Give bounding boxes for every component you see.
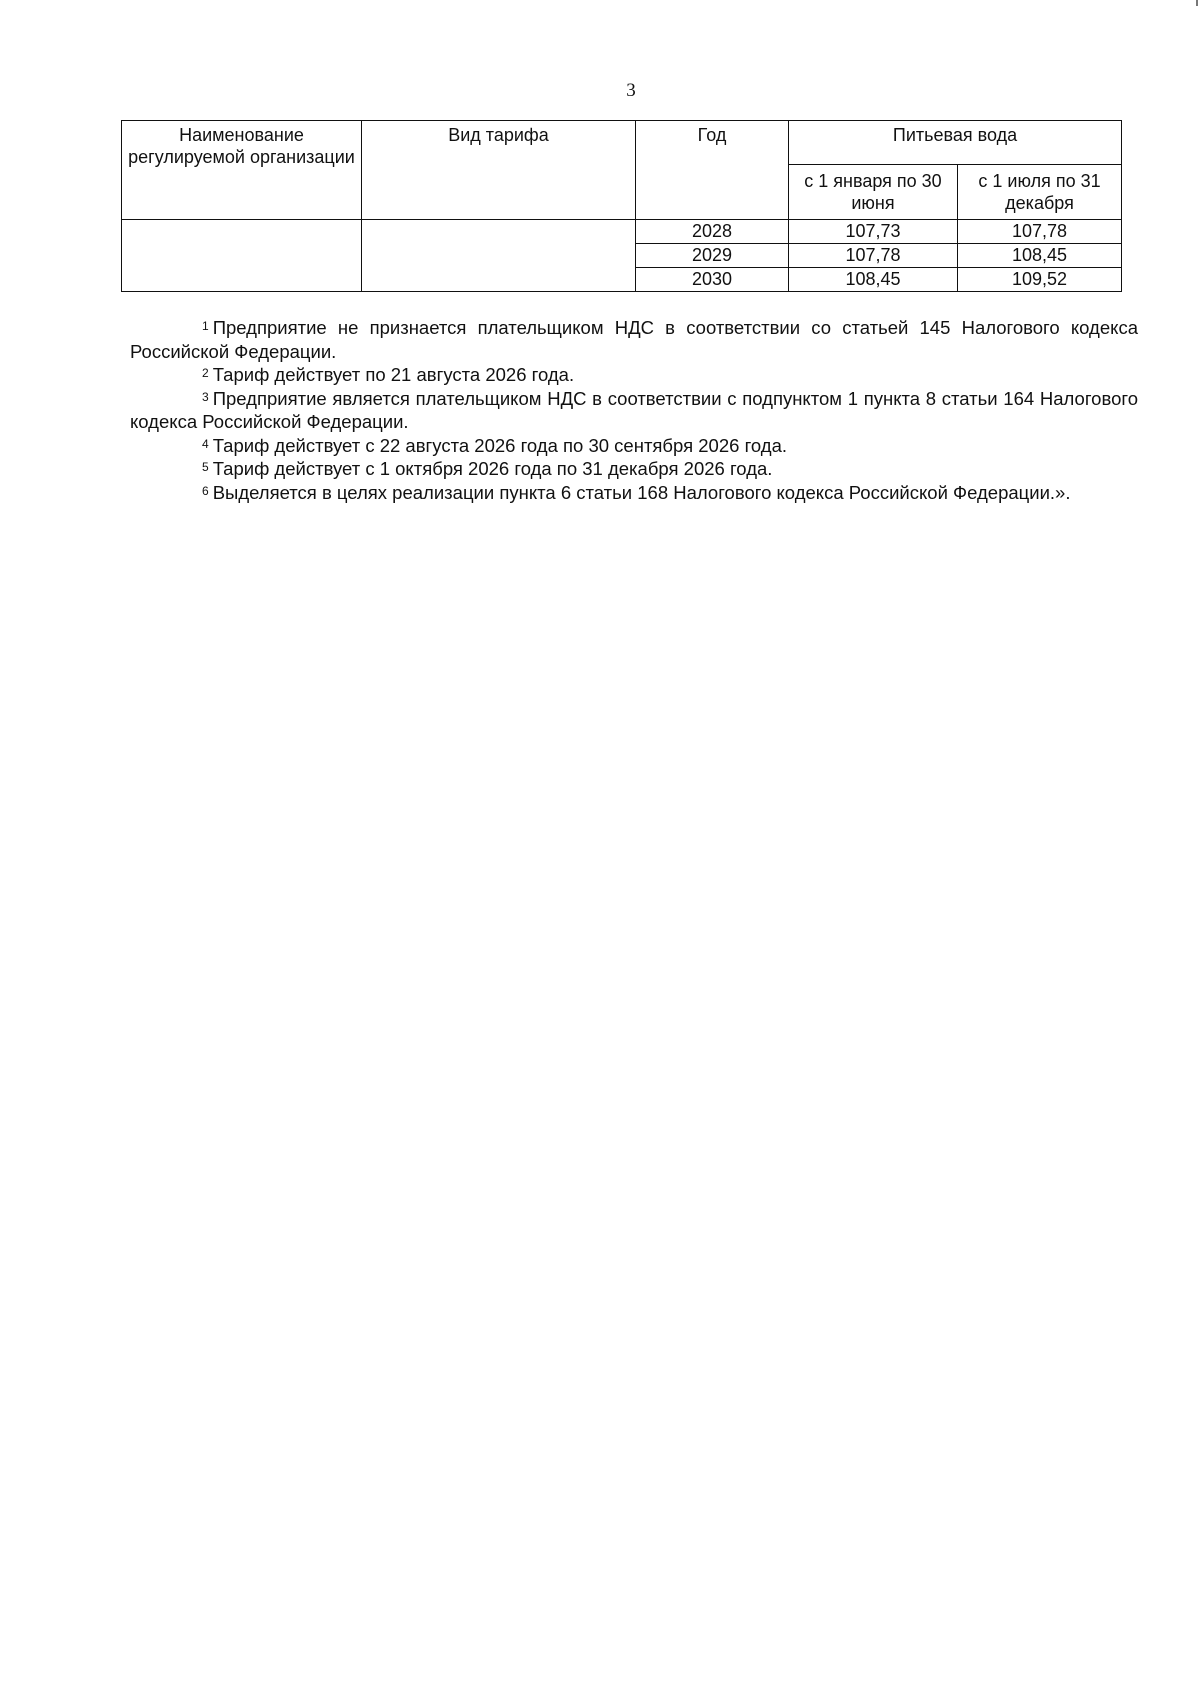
footnote-text: Предприятие не признается плательщиком НДС в соответствии со статьей 145 Налогового кодекса Российской Федерации. xyxy=(130,317,1138,362)
footnote xyxy=(130,363,1138,387)
page-number: 3 xyxy=(626,80,636,101)
footnote xyxy=(130,316,1138,363)
scan-mark xyxy=(1196,0,1198,6)
tariff-value-cell: 108,45 xyxy=(958,244,1122,268)
footnote-number: 6 xyxy=(202,483,209,498)
header-drinking-water: Питьевая вода xyxy=(789,121,1122,165)
year-cell: 2028 xyxy=(636,220,789,244)
footnote-text: Предприятие является плательщиком НДС в соответствии с подпунктом 1 пункта 8 статьи 164 Налогового кодекса Российской Федерации. xyxy=(130,387,1138,432)
footnote-number: 1 xyxy=(202,319,209,333)
footnote-number: 3 xyxy=(202,389,209,404)
year-cell: 2029 xyxy=(636,244,789,268)
header-year: Год xyxy=(636,121,789,220)
header-tariff-type: Вид тарифа xyxy=(362,121,636,220)
tariff-value-cell: 107,73 xyxy=(789,220,958,244)
footnote-number: 5 xyxy=(202,460,209,474)
footnote-text: Тариф действует по 21 августа 2026 года. xyxy=(212,364,575,385)
tariff-value-cell: 107,78 xyxy=(958,220,1122,244)
footnote-text: Тариф действует с 22 августа 2026 года по 30 сентября 2026 года. xyxy=(212,434,788,456)
footnote-text: Выделяется в целях реализации пункта 6 статьи 168 Налогового кодекса Российской Федерации.». xyxy=(212,481,1071,503)
footnote-number: 4 xyxy=(202,436,209,451)
footnote xyxy=(130,387,1138,434)
footnotes xyxy=(130,316,1138,504)
tariff-value-cell: 109,52 xyxy=(958,268,1122,292)
tariff-table xyxy=(121,120,1122,292)
footnote xyxy=(130,457,1138,481)
header-org-name: Наименование регулируемой организации xyxy=(122,121,362,220)
footnote-number: 2 xyxy=(202,366,209,380)
tariff-type-cell xyxy=(362,220,636,292)
tariff-value-cell: 108,45 xyxy=(789,268,958,292)
header-period-jan-jun: с 1 января по 30 июня xyxy=(789,165,958,220)
footnote-text: Тариф действует с 1 октября 2026 года по 31 декабря 2026 года. xyxy=(212,458,773,479)
table-row xyxy=(122,220,1122,244)
footnote xyxy=(130,434,1138,458)
org-name-cell xyxy=(122,220,362,292)
footnote xyxy=(130,481,1138,505)
year-cell: 2030 xyxy=(636,268,789,292)
tariff-value-cell: 107,78 xyxy=(789,244,958,268)
header-period-jul-dec: с 1 июля по 31 декабря xyxy=(958,165,1122,220)
